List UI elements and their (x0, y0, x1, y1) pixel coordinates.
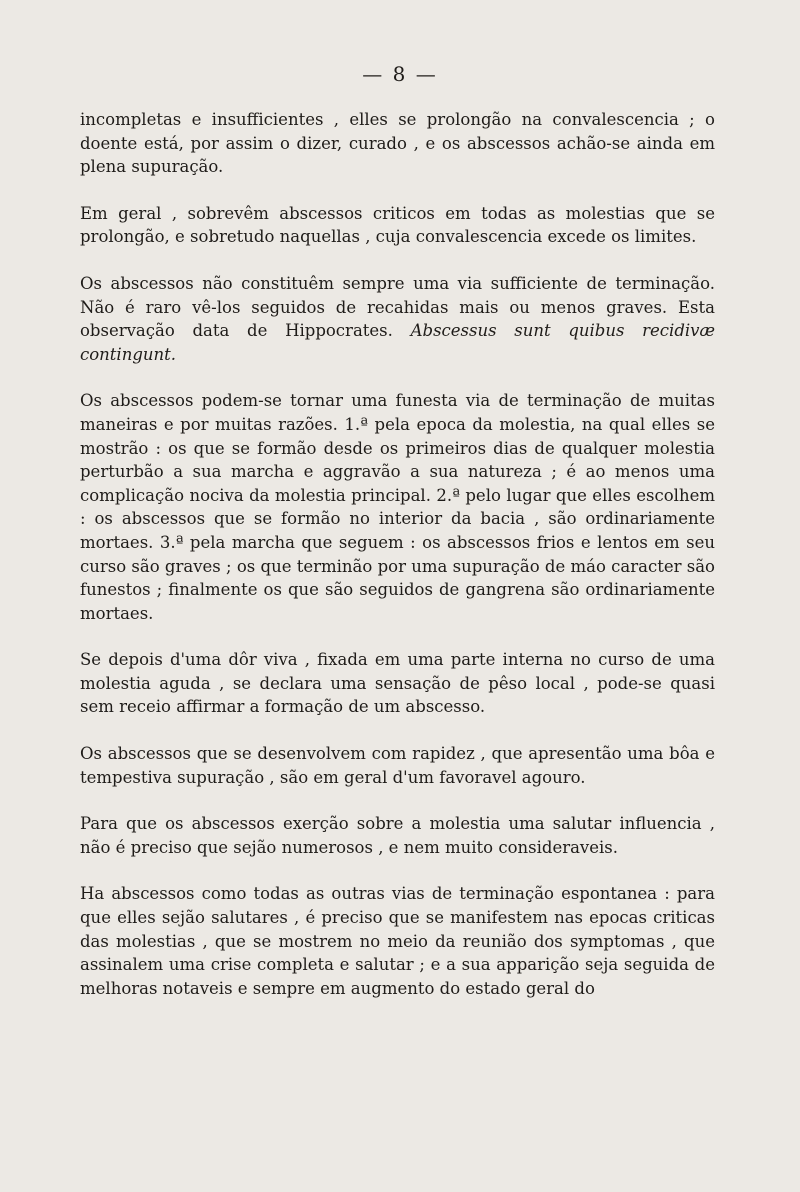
paragraph-7: Para que os abscessos exerção sobre a molestia uma salutar influencia , não é preciso que sejão numerosos , e nem muito consideraveis. (80, 814, 715, 857)
paragraph-1: incompletas e insufficientes , elles se prolongão na convalescencia ; o doente está, por assim o dizer, curado , e os abscessos achão-se ainda em plena supuração. (80, 110, 715, 177)
paragraph-3-text: Os abscessos não constituêm sempre uma via sufficiente de terminação. Não é raro vê-los seguidos de recahidas mais ou menos graves. Esta observação data de Hippocrates. (80, 273, 715, 341)
body-text (80, 108, 715, 1023)
paragraph-3 (80, 272, 715, 366)
paragraph-6: Os abscessos que se desenvolvem com rapidez , que apresentão uma bôa e tempestiva supuração , são em geral d'um favoravel agouro. (80, 744, 715, 787)
paragraph-8: Ha abscessos como todas as outras vias de terminação espontanea : para que elles sejão salutares , é preciso que se manifestem nas epocas criticas das molestias , que se mostrem no meio da reunião dos symptomas , que assinalem uma crise completa e salutar ; e a sua apparição seja seguida de melhoras notaveis e sempre em augmento do estado geral do (80, 884, 715, 998)
paragraph-2: Em geral , sobrevêm abscessos criticos em todas as molestias que se prolongão, e sobretudo naquellas , cuja convalescencia excede os limites. (80, 203, 715, 247)
paragraph-4: Os abscessos podem-se tornar uma funesta via de terminação de muitas maneiras e por muitas razões. 1.ª pela epoca da molestia, na qual elles se mostrão : os que se formão desde os primeiros dias de qualquer molestia perturbão a sua marcha e aggravão a sua natureza ; é ao menos uma complicação nociva da molestia principal. 2.ª pelo lugar que elles escolhem : os abscessos que se formão no interior da bacia , são ordinariamente mortaes. 3.ª pela marcha que seguem : os abscessos frios e lentos em seu curso são graves ; os que terminão por uma supuração de máo caracter são funestos ; finalmente os que são seguidos de gangrena são ordinariamente mortaes. (80, 391, 715, 623)
page-number: — 8 — (362, 62, 438, 86)
paragraph-5: Se depois d'uma dôr viva , fixada em uma parte interna no curso de uma molestia aguda , se declara uma sensação de pêso local , pode-se quasi sem receio affirmar a formação de um abscesso. (80, 650, 715, 717)
latin-quote: Abscessus sunt quibus recidivæ contingunt. (80, 321, 715, 364)
